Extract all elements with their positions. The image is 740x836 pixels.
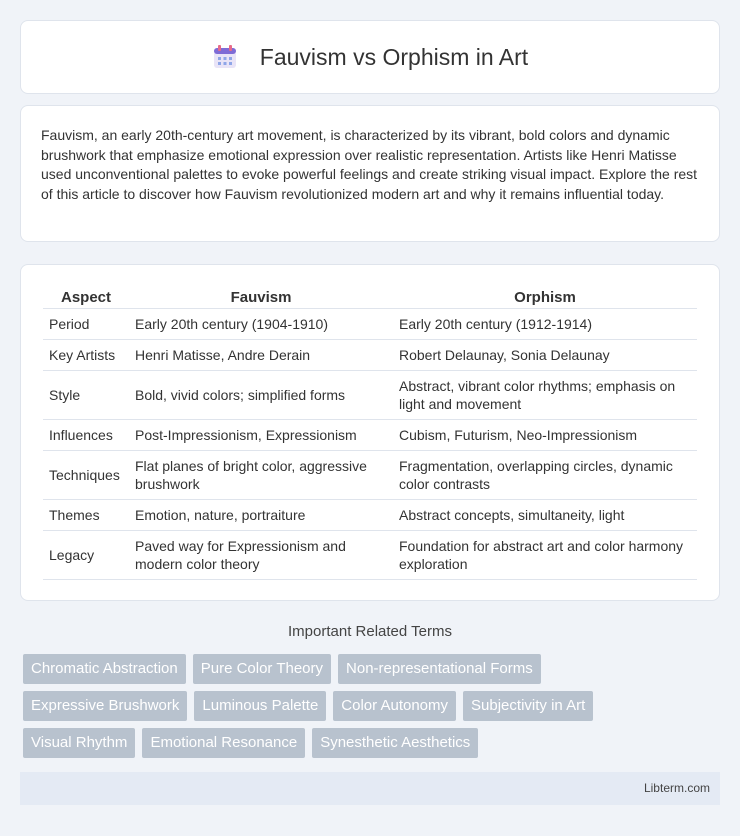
- tag-expressive-brushwork[interactable]: Expressive Brushwork: [23, 691, 187, 721]
- table-cell: Foundation for abstract art and color harmony exploration: [393, 531, 697, 580]
- tag-subjectivity-in-art[interactable]: Subjectivity in Art: [463, 691, 593, 721]
- tag-row: [23, 654, 723, 684]
- table-cell: Abstract, vibrant color rhythms; emphasis on light and movement: [393, 371, 697, 420]
- calendar-icon: [212, 44, 238, 70]
- table-row: [43, 420, 697, 451]
- tag-row: [23, 728, 723, 758]
- header-card: [20, 20, 720, 94]
- table-row: [43, 309, 697, 340]
- tag-row: [23, 691, 723, 721]
- comparison-table: [43, 283, 697, 580]
- tag-pure-color-theory[interactable]: Pure Color Theory: [193, 654, 331, 684]
- table-cell: Emotion, nature, portraiture: [129, 500, 393, 531]
- table-cell: Themes: [43, 500, 129, 531]
- table-cell: Early 20th century (1912-1914): [393, 309, 697, 340]
- table-row: [43, 340, 697, 371]
- comparison-table-card: [20, 264, 720, 601]
- table-cell: Style: [43, 371, 129, 420]
- column-header-orphism: Orphism: [393, 283, 697, 309]
- tag-emotional-resonance[interactable]: Emotional Resonance: [142, 728, 305, 758]
- table-row: [43, 451, 697, 500]
- page-title: Fauvism vs Orphism in Art: [259, 43, 529, 70]
- intro-card: [20, 105, 720, 242]
- table-row: [43, 531, 697, 580]
- tag-visual-rhythm[interactable]: Visual Rhythm: [23, 728, 135, 758]
- table-row: [43, 371, 697, 420]
- table-row: [43, 500, 697, 531]
- table-cell: Post-Impressionism, Expressionism: [129, 420, 393, 451]
- tag-non-representational-forms[interactable]: Non-representational Forms: [338, 654, 541, 684]
- column-header-fauvism: Fauvism: [129, 283, 393, 309]
- footer: [20, 772, 720, 805]
- table-cell: Abstract concepts, simultaneity, light: [393, 500, 697, 531]
- footer-site-link[interactable]: Libterm.com: [643, 781, 710, 795]
- tag-synesthetic-aesthetics[interactable]: Synesthetic Aesthetics: [312, 728, 478, 758]
- tag-color-autonomy[interactable]: Color Autonomy: [333, 691, 456, 721]
- tag-luminous-palette[interactable]: Luminous Palette: [194, 691, 326, 721]
- table-cell: Paved way for Expressionism and modern color theory: [129, 531, 393, 580]
- column-header-aspect: Aspect: [43, 283, 129, 309]
- related-terms-tags: [23, 654, 723, 765]
- table-cell: Key Artists: [43, 340, 129, 371]
- table-cell: Legacy: [43, 531, 129, 580]
- intro-paragraph: Fauvism, an early 20th-century art movement, is characterized by its vibrant, bold colors and dynamic brushwork that emphasize emotional expression over realistic representation. Artists like Henri Matisse used unconventional palettes to evoke powerful feelings and create striking visual impact. Explore the rest of this article to discover how Fauvism revolutionized modern art and why it remains influential today.: [41, 127, 698, 202]
- related-terms-title: Important Related Terms: [288, 623, 452, 640]
- table-cell: Techniques: [43, 451, 129, 500]
- table-cell: Fragmentation, overlapping circles, dynamic color contrasts: [393, 451, 697, 500]
- table-cell: Early 20th century (1904-1910): [129, 309, 393, 340]
- table-cell: Period: [43, 309, 129, 340]
- tag-chromatic-abstraction[interactable]: Chromatic Abstraction: [23, 654, 186, 684]
- table-cell: Flat planes of bright color, aggressive brushwork: [129, 451, 393, 500]
- table-cell: Robert Delaunay, Sonia Delaunay: [393, 340, 697, 371]
- table-header-row: [43, 283, 697, 309]
- table-cell: Bold, vivid colors; simplified forms: [129, 371, 393, 420]
- table-cell: Influences: [43, 420, 129, 451]
- table-cell: Cubism, Futurism, Neo-Impressionism: [393, 420, 697, 451]
- table-cell: Henri Matisse, Andre Derain: [129, 340, 393, 371]
